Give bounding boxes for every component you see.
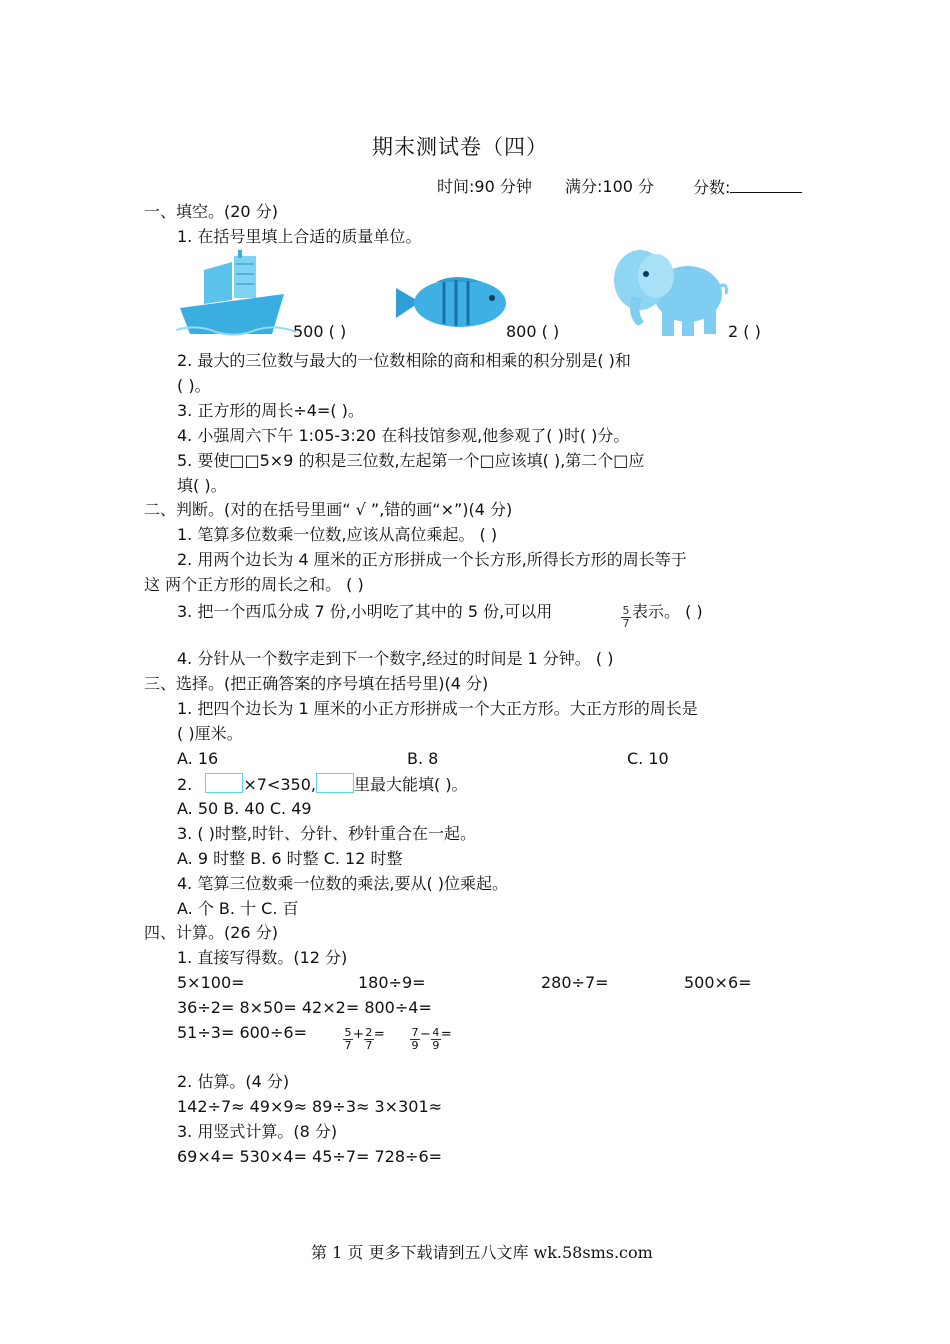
s2-q3-text: 3. 把一个西瓜分成 7 份,小明吃了其中的 5 份,可以用 <box>177 602 553 621</box>
s3-q2-tail: 里最大能填( )。 <box>353 775 468 794</box>
equals-sign: = <box>373 1027 385 1042</box>
time-info: 时间:90 分钟 <box>437 177 532 196</box>
s1-q1-elephant-answer: 2 ( ) <box>728 322 761 341</box>
fraction-denominator: 7 <box>622 617 630 630</box>
s4-r1-c3: 280÷7= <box>541 973 609 992</box>
page-footer: 第 1 页 更多下载请到五八文库 wk.58sms.com <box>311 1243 653 1262</box>
s2-q2-line1: 2. 用两个边长为 4 厘米的正方形拼成一个长方形,所得长方形的周长等于 <box>177 550 687 569</box>
s3-q2-options: A. 50 B. 40 C. 49 <box>177 799 312 818</box>
fraction-denominator: 7 <box>365 1039 373 1052</box>
section2-heading: 二、判断。(对的在括号里画“ √ ”,错的画“×”)(4 分) <box>144 500 513 519</box>
s3-q1-option-c: C. 10 <box>627 749 669 768</box>
s3-q4-options: A. 个 B. 十 C. 百 <box>177 899 299 918</box>
s4-row2: 36÷2= 8×50= 42×2= 800÷4= <box>177 998 432 1017</box>
s3-q2-number: 2. <box>177 775 193 794</box>
s4-r1-c2: 180÷9= <box>358 973 426 992</box>
full-score-info: 满分:100 分 <box>565 177 655 196</box>
s4-r1-c4: 500×6= <box>684 973 752 992</box>
s2-q2-line2: 这 两个正方形的周长之和。 ( ) <box>144 575 364 594</box>
s4-q2: 2. 估算。(4 分) <box>177 1072 290 1091</box>
s3-q1-line2: ( )厘米。 <box>177 724 243 743</box>
fraction-numerator: 7 <box>411 1026 419 1039</box>
fish-icon <box>396 274 508 332</box>
fraction-numerator: 5 <box>622 604 630 617</box>
plus-sign: + <box>353 1027 364 1042</box>
s2-q4: 4. 分针从一个数字走到下一个数字,经过的时间是 1 分钟。 ( ) <box>177 649 614 668</box>
s1-q1: 1. 在括号里填上合适的质量单位。 <box>177 227 422 246</box>
s1-q5-line2: 填( )。 <box>177 476 227 495</box>
s4-q3: 3. 用竖式计算。(8 分) <box>177 1122 338 1141</box>
s2-q3-fraction <box>621 606 631 629</box>
s3-q4: 4. 笔算三位数乘一位数的乘法,要从( )位乘起。 <box>177 874 509 893</box>
elephant-icon <box>610 246 730 338</box>
s3-q3: 3. ( )时整,时针、分针、秒针重合在一起。 <box>177 824 477 843</box>
s4-r1-c1: 5×100= <box>177 973 245 992</box>
equals-sign: = <box>440 1027 452 1042</box>
s4-q1: 1. 直接写得数。(12 分) <box>177 948 348 967</box>
score-field <box>693 176 802 199</box>
s3-q2-expression: ×7<350, <box>243 775 316 794</box>
section4-heading: 四、计算。(26 分) <box>144 923 278 942</box>
s1-q1-fish-answer: 800 ( ) <box>506 322 560 341</box>
page-title: 期末测试卷（四） <box>372 135 548 159</box>
s1-q2-line2: ( )。 <box>177 376 211 395</box>
s1-q3: 3. 正方形的周长÷4=( )。 <box>177 401 364 420</box>
s1-q4: 4. 小强周六下午 1:05-3:20 在科技馆参观,他参观了( )时( )分。 <box>177 426 630 445</box>
fraction-denominator: 7 <box>344 1039 352 1052</box>
s4-q2-items: 142÷7≈ 49×9≈ 89÷3≈ 3×301≈ <box>177 1097 443 1116</box>
section1-heading: 一、填空。(20 分) <box>144 202 278 221</box>
s3-q1-option-b: B. 8 <box>407 749 439 768</box>
s1-q5-line1: 5. 要使□□5×9 的积是三位数,左起第一个□应该填( ),第二个□应 <box>177 451 645 470</box>
s3-q1-line1: 1. 把四个边长为 1 厘米的小正方形拼成一个大正方形。大正方形的周长是 <box>177 699 698 718</box>
fraction-numerator: 2 <box>365 1026 373 1039</box>
s3-q1-option-a: A. 16 <box>177 749 219 768</box>
answer-box <box>205 773 243 793</box>
fraction-denominator: 9 <box>411 1039 419 1052</box>
fraction-denominator: 9 <box>432 1039 440 1052</box>
s1-q1-ship-answer: 500 ( ) <box>293 322 347 341</box>
s3-q3-options: A. 9 时整 B. 6 时整 C. 12 时整 <box>177 849 403 868</box>
s4-q3-items: 69×4= 530×4= 45÷7= 728÷6= <box>177 1147 443 1166</box>
s2-q1: 1. 笔算多位数乘一位数,应该从高位乘起。 ( ) <box>177 525 498 544</box>
fraction-numerator: 5 <box>344 1026 352 1039</box>
fraction-numerator: 4 <box>432 1026 440 1039</box>
score-label: 分数: <box>693 178 731 197</box>
fraction-sum <box>343 1028 385 1051</box>
s3-q2 <box>177 773 468 796</box>
s4-row3: 51÷3= 600÷6= <box>177 1023 307 1042</box>
section3-heading: 三、选择。(把正确答案的序号填在括号里)(4 分) <box>144 674 489 693</box>
cargo-ship-icon <box>176 250 298 338</box>
answer-box <box>316 773 354 793</box>
score-blank <box>730 176 802 193</box>
fraction-difference <box>410 1028 452 1051</box>
minus-sign: − <box>420 1027 431 1042</box>
s2-q3-tail: 表示。 ( ) <box>632 602 703 621</box>
s1-q2-line1: 2. 最大的三位数与最大的一位数相除的商和相乘的积分别是( )和 <box>177 351 631 370</box>
